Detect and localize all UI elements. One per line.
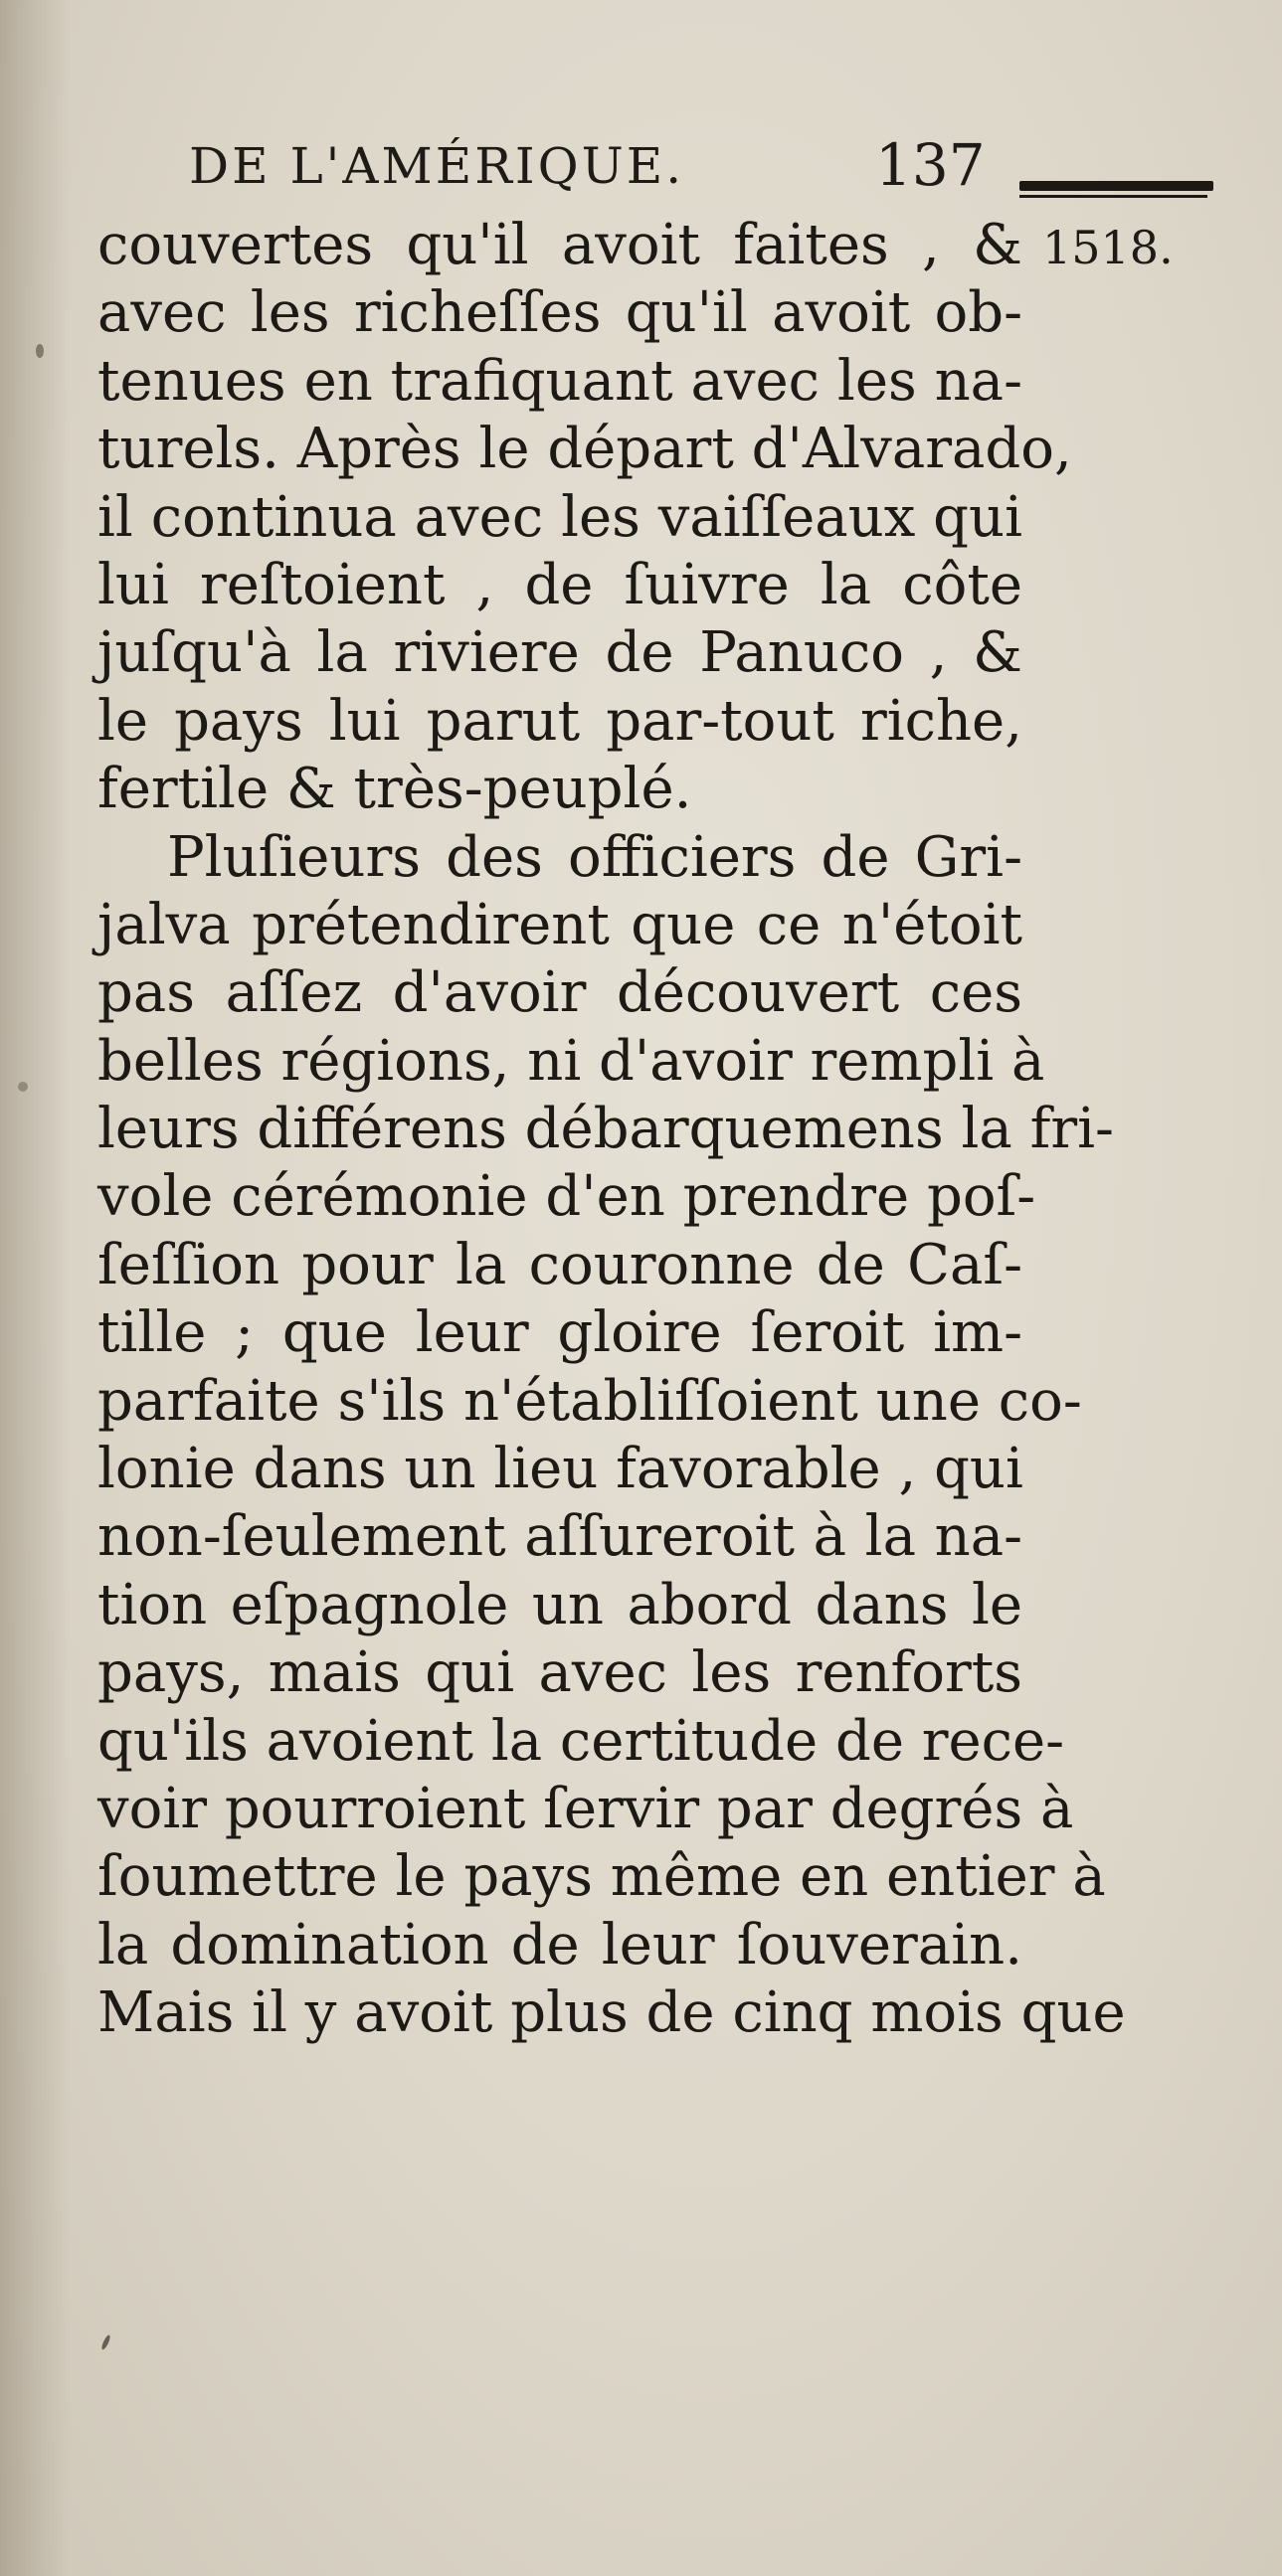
text-line: non-ſeulement aſſureroit à la na- [97,1504,1022,1570]
text-line: juſqu'à la riviere de Panuco , & [97,620,1022,686]
ink-speck [18,1082,28,1092]
running-head: DE L'AMÉRIQUE. [189,137,685,195]
text-line: il continua avec les vaiſſeaux qui [97,484,1022,550]
text-line: le pays lui parut par-tout riche, [97,688,1022,754]
page-number: 137 [875,131,986,199]
text-line: tion eſpagnole un abord dans le [97,1572,1022,1637]
text-line-paragraph-end: fertile & très-peuplé. [97,757,692,822]
text-line: tille ; que leur gloire ſeroit im- [97,1300,1022,1366]
text-line: parfaite s'ils n'établiſſoient une co- [97,1368,1082,1434]
text-line: qu'ils avoient la certitude de rece- [97,1708,1065,1774]
text-line: pas aſſez d'avoir découvert ces [97,960,1022,1026]
text-line: turels. Après le départ d'Alvarado, [97,417,1072,482]
text-line: la domination de leur ſouverain. [97,1912,1022,1977]
text-line: couvertes qu'il avoit faites , & [97,213,1022,277]
ink-speck [100,2334,111,2351]
text-line: ſoumettre le pays même en entier à [97,1844,1106,1910]
header-rule [1019,181,1213,191]
text-line: lui reſtoient , de ſuivre la côte [97,552,1022,617]
text-line: pays, mais qui avec les renforts [97,1640,1022,1706]
text-line-paragraph-start: Pluſieurs des officiers de Gri- [167,824,1022,890]
text-line: jalva prétendirent que ce n'étoit [97,892,1022,957]
ink-speck [36,344,44,358]
text-line: belles régions, ni d'avoir rempli à [97,1028,1045,1094]
text-line: lonie dans un lieu favorable , qui [97,1437,1023,1502]
margin-year-note: 1518. [1042,221,1174,274]
text-line: voir pourroient ſervir par degrés à [97,1776,1074,1841]
text-line: tenues en trafiquant avec les na- [97,348,1022,414]
text-line: Mais il y avoit plus de cinq mois que [97,1980,1126,2046]
text-line: ſeſſion pour la couronne de Caſ- [97,1232,1022,1297]
text-line: vole cérémonie d'en prendre poſ- [97,1164,1036,1230]
text-line: avec les richeſſes qu'il avoit ob- [97,280,1022,346]
page-header [0,131,1282,207]
text-line: leurs différens débarquemens la fri- [97,1097,1114,1162]
